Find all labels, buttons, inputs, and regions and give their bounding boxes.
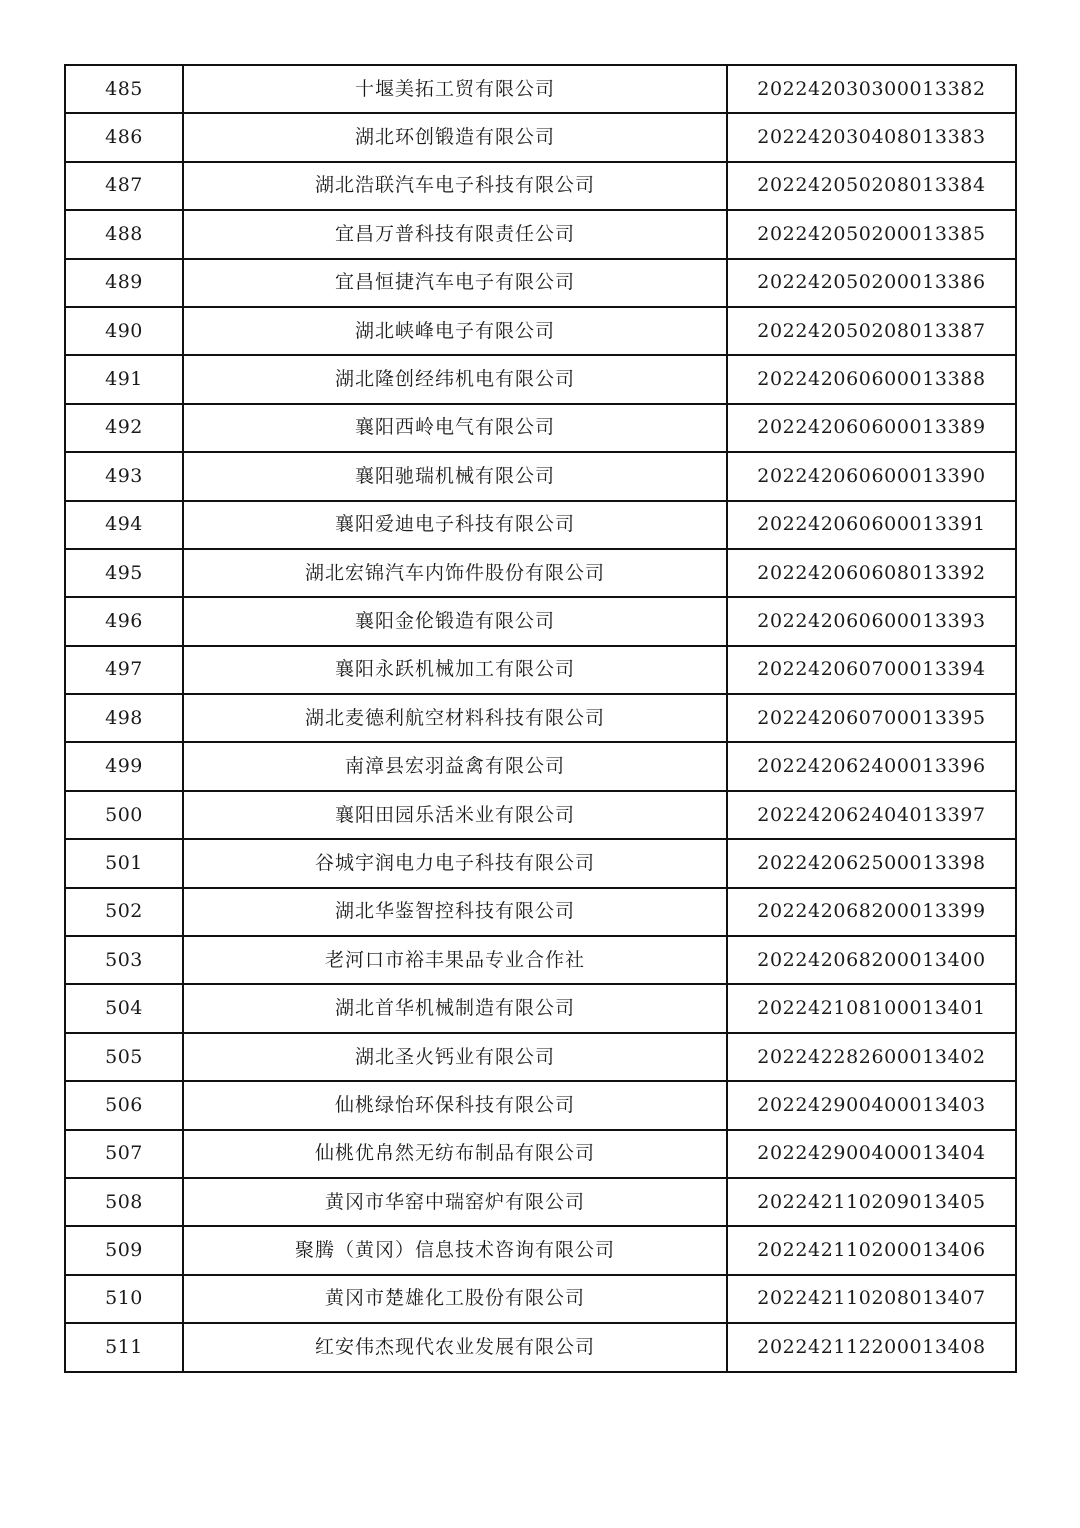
company-name-cell: 湖北华鉴智控科技有限公司 — [183, 888, 727, 936]
table-row — [65, 501, 1016, 549]
registration-code-cell: 202242060600013391 — [727, 501, 1016, 549]
company-name-cell: 十堰美拓工贸有限公司 — [183, 65, 727, 113]
company-name-cell: 仙桃优帛然无纺布制品有限公司 — [183, 1130, 727, 1178]
company-name-cell: 仙桃绿怡环保科技有限公司 — [183, 1081, 727, 1129]
table-row — [65, 259, 1016, 307]
serial-number-cell: 509 — [65, 1226, 183, 1274]
serial-number-cell: 498 — [65, 694, 183, 742]
table-row — [65, 597, 1016, 645]
company-name-cell: 湖北圣火钙业有限公司 — [183, 1033, 727, 1081]
serial-number-cell: 503 — [65, 936, 183, 984]
registration-code-cell: 202242060608013392 — [727, 549, 1016, 597]
registration-code-cell: 202242060600013388 — [727, 355, 1016, 403]
serial-number-cell: 500 — [65, 791, 183, 839]
registration-code-cell: 202242050208013384 — [727, 162, 1016, 210]
table-row — [65, 1275, 1016, 1323]
table-row — [65, 1081, 1016, 1129]
serial-number-cell: 496 — [65, 597, 183, 645]
serial-number-cell: 510 — [65, 1275, 183, 1323]
registration-code-cell: 202242060600013393 — [727, 597, 1016, 645]
company-name-cell: 谷城宇润电力电子科技有限公司 — [183, 839, 727, 887]
registration-code-cell: 202242062400013396 — [727, 742, 1016, 790]
company-name-cell: 湖北峡峰电子有限公司 — [183, 307, 727, 355]
company-name-cell: 襄阳金伦锻造有限公司 — [183, 597, 727, 645]
registration-code-cell: 202242900400013404 — [727, 1130, 1016, 1178]
company-name-cell: 湖北隆创经纬机电有限公司 — [183, 355, 727, 403]
registration-code-cell: 202242900400013403 — [727, 1081, 1016, 1129]
serial-number-cell: 501 — [65, 839, 183, 887]
serial-number-cell: 493 — [65, 452, 183, 500]
registration-code-cell: 202242062404013397 — [727, 791, 1016, 839]
table-row — [65, 839, 1016, 887]
table-row — [65, 404, 1016, 452]
serial-number-cell: 486 — [65, 113, 183, 161]
table-row — [65, 694, 1016, 742]
serial-number-cell: 504 — [65, 984, 183, 1032]
table-row — [65, 1323, 1016, 1371]
table-row — [65, 1178, 1016, 1226]
registration-code-cell: 202242068200013400 — [727, 936, 1016, 984]
serial-number-cell: 488 — [65, 210, 183, 258]
registration-code-cell: 202242110209013405 — [727, 1178, 1016, 1226]
serial-number-cell: 497 — [65, 646, 183, 694]
serial-number-cell: 487 — [65, 162, 183, 210]
company-name-cell: 襄阳爱迪电子科技有限公司 — [183, 501, 727, 549]
registration-code-cell: 202242112200013408 — [727, 1323, 1016, 1371]
serial-number-cell: 511 — [65, 1323, 183, 1371]
company-name-cell: 襄阳田园乐活米业有限公司 — [183, 791, 727, 839]
registration-code-cell: 202242282600013402 — [727, 1033, 1016, 1081]
serial-number-cell: 508 — [65, 1178, 183, 1226]
table-row — [65, 452, 1016, 500]
serial-number-cell: 485 — [65, 65, 183, 113]
registration-code-cell: 202242030300013382 — [727, 65, 1016, 113]
registration-code-cell: 202242060700013395 — [727, 694, 1016, 742]
serial-number-cell: 495 — [65, 549, 183, 597]
registration-code-cell: 202242110208013407 — [727, 1275, 1016, 1323]
table-row — [65, 210, 1016, 258]
table-row — [65, 984, 1016, 1032]
serial-number-cell: 505 — [65, 1033, 183, 1081]
table-row — [65, 162, 1016, 210]
table-row — [65, 355, 1016, 403]
registration-code-cell: 202242062500013398 — [727, 839, 1016, 887]
company-name-cell: 襄阳驰瑞机械有限公司 — [183, 452, 727, 500]
company-name-cell: 黄冈市楚雄化工股份有限公司 — [183, 1275, 727, 1323]
table-row — [65, 65, 1016, 113]
serial-number-cell: 490 — [65, 307, 183, 355]
company-name-cell: 老河口市裕丰果品专业合作社 — [183, 936, 727, 984]
serial-number-cell: 506 — [65, 1081, 183, 1129]
table-row — [65, 742, 1016, 790]
serial-number-cell: 491 — [65, 355, 183, 403]
table-row — [65, 791, 1016, 839]
registration-code-cell: 202242060700013394 — [727, 646, 1016, 694]
table-row — [65, 307, 1016, 355]
registration-code-cell: 202242110200013406 — [727, 1226, 1016, 1274]
registration-code-cell: 202242050200013385 — [727, 210, 1016, 258]
company-name-cell: 湖北首华机械制造有限公司 — [183, 984, 727, 1032]
company-name-cell: 南漳县宏羽益禽有限公司 — [183, 742, 727, 790]
company-name-cell: 黄冈市华窑中瑞窑炉有限公司 — [183, 1178, 727, 1226]
company-name-cell: 襄阳西岭电气有限公司 — [183, 404, 727, 452]
registration-code-cell: 202242060600013389 — [727, 404, 1016, 452]
registration-code-cell: 202242060600013390 — [727, 452, 1016, 500]
registration-code-cell: 202242050208013387 — [727, 307, 1016, 355]
table-row — [65, 646, 1016, 694]
table-row — [65, 1226, 1016, 1274]
company-name-cell: 湖北宏锦汽车内饰件股份有限公司 — [183, 549, 727, 597]
company-name-cell: 红安伟杰现代农业发展有限公司 — [183, 1323, 727, 1371]
registration-code-cell: 202242068200013399 — [727, 888, 1016, 936]
table-row — [65, 549, 1016, 597]
company-name-cell: 聚腾（黄冈）信息技术咨询有限公司 — [183, 1226, 727, 1274]
company-name-cell: 湖北浩联汽车电子科技有限公司 — [183, 162, 727, 210]
table-body — [65, 65, 1016, 1372]
company-name-cell: 湖北麦德利航空材料科技有限公司 — [183, 694, 727, 742]
serial-number-cell: 502 — [65, 888, 183, 936]
company-name-cell: 湖北环创锻造有限公司 — [183, 113, 727, 161]
table-row — [65, 1033, 1016, 1081]
registration-code-cell: 202242108100013401 — [727, 984, 1016, 1032]
company-registry-table — [64, 64, 1017, 1373]
table-row — [65, 113, 1016, 161]
company-name-cell: 襄阳永跃机械加工有限公司 — [183, 646, 727, 694]
registration-code-cell: 202242050200013386 — [727, 259, 1016, 307]
serial-number-cell: 507 — [65, 1130, 183, 1178]
table-row — [65, 1130, 1016, 1178]
serial-number-cell: 489 — [65, 259, 183, 307]
serial-number-cell: 494 — [65, 501, 183, 549]
table-row — [65, 888, 1016, 936]
table-row — [65, 936, 1016, 984]
serial-number-cell: 499 — [65, 742, 183, 790]
serial-number-cell: 492 — [65, 404, 183, 452]
registration-code-cell: 202242030408013383 — [727, 113, 1016, 161]
company-name-cell: 宜昌万普科技有限责任公司 — [183, 210, 727, 258]
company-name-cell: 宜昌恒捷汽车电子有限公司 — [183, 259, 727, 307]
